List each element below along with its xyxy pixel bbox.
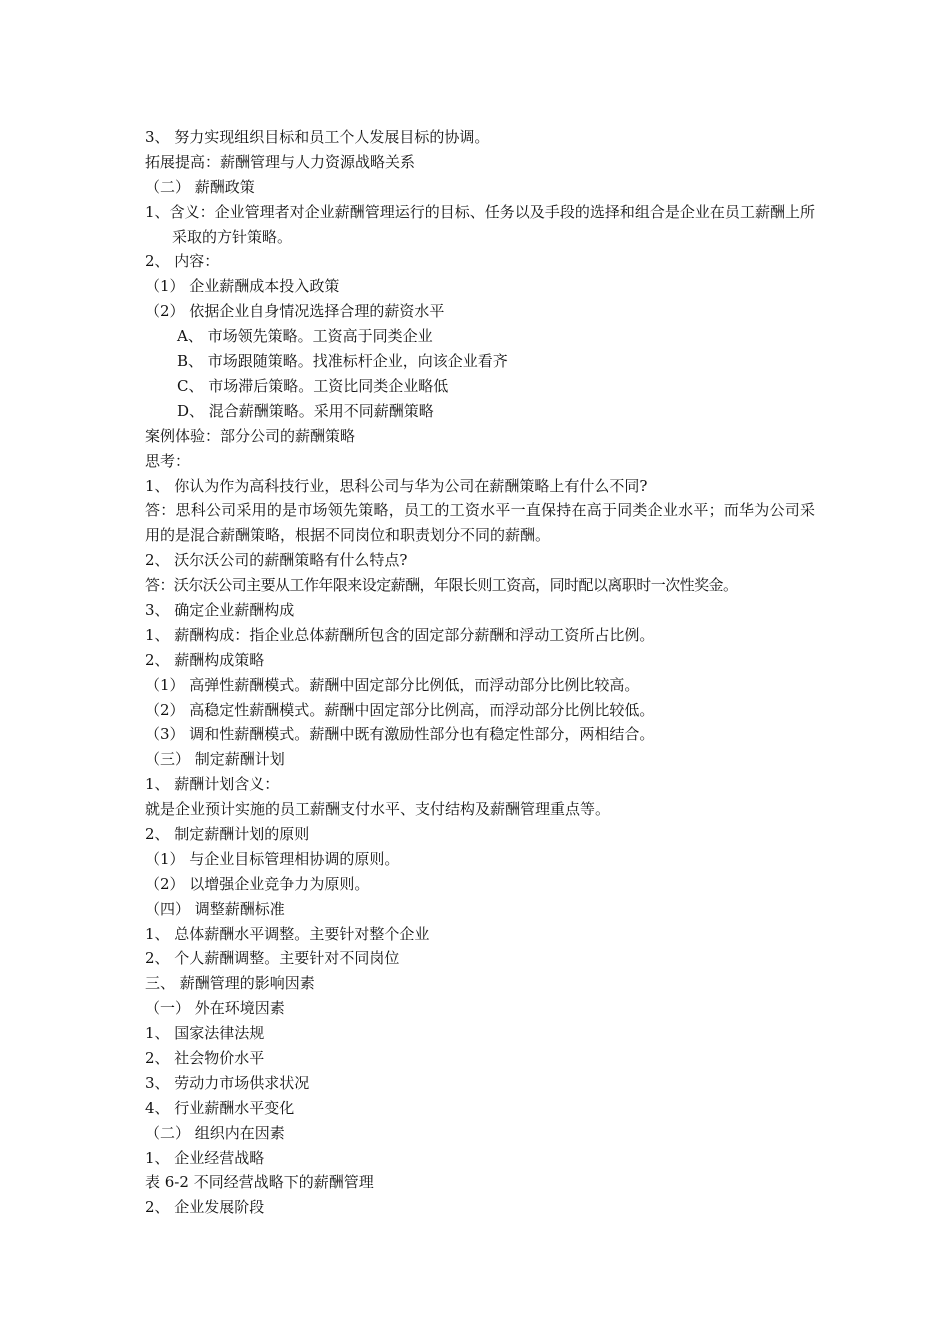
section-heading: （二） 组织内在因素 <box>145 1123 285 1142</box>
list-item: C、 市场滞后策略。工资比同类企业略低 <box>177 376 449 395</box>
section-heading: （一） 外在环境因素 <box>145 999 285 1018</box>
chapter-heading: 三、 薪酬管理的影响因素 <box>145 974 315 993</box>
text-line: （3） 调和性薪酬模式。薪酬中既有激励性部分也有稳定性部分，两相结合。 <box>145 725 655 744</box>
list-item: D、 混合薪酬策略。采用不同薪酬策略 <box>177 401 434 420</box>
text-line: （1） 企业薪酬成本投入政策 <box>145 277 340 296</box>
text-line: 1、 国家法律法规 <box>145 1024 265 1043</box>
text-line: 3、 确定企业薪酬构成 <box>145 600 295 619</box>
text-paragraph: 1、含义：企业管理者对企业薪酬管理运行的目标、任务以及手段的选择和组合是企业在员工薪酬上所采取的方针策略。 <box>145 202 815 246</box>
text-line: （2） 以增强企业竞争力为原则。 <box>145 874 370 893</box>
text-line: （1） 高弹性薪酬模式。薪酬中固定部分比例低，而浮动部分比例比较高。 <box>145 675 640 694</box>
section-heading: （三） 制定薪酬计划 <box>145 750 285 769</box>
text-line: 就是企业预计实施的员工薪酬支付水平、支付结构及薪酬管理重点等。 <box>145 800 611 819</box>
section-heading: （二） 薪酬政策 <box>145 177 255 196</box>
text-line: 2、 企业发展阶段 <box>145 1198 265 1217</box>
text-line: 思考： <box>145 451 191 470</box>
text-line: 1、 企业经营战略 <box>145 1148 265 1167</box>
text-line: 2、 社会物价水平 <box>145 1049 265 1068</box>
text-line: 3、 努力实现组织目标和员工个人发展目标的协调。 <box>145 128 490 146</box>
text-line: 2、 沃尔沃公司的薪酬策略有什么特点? <box>145 551 408 570</box>
text-line: 3、 劳动力市场供求状况 <box>145 1073 310 1092</box>
text-paragraph: 答：思科公司采用的是市场领先策略，员工的工资水平一直保持在高于同类企业水平；而华为公司采用的是混合薪酬策略，根据不同岗位和职责划分不同的薪酬。 <box>145 501 815 545</box>
text-line: 1、 薪酬构成：指企业总体薪酬所包含的固定部分薪酬和浮动工资所占比例。 <box>145 625 655 644</box>
text-line: 2、 个人薪酬调整。主要针对不同岗位 <box>145 949 400 968</box>
text-line: （2） 高稳定性薪酬模式。薪酬中固定部分比例高，而浮动部分比例比较低。 <box>145 700 655 719</box>
text-line: 案例体验：部分公司的薪酬策略 <box>145 426 356 445</box>
list-item: A、 市场领先策略。工资高于同类企业 <box>177 327 433 346</box>
document-page <box>145 125 815 1220</box>
table-caption: 表 6-2 不同经营战略下的薪酬管理 <box>145 1173 374 1192</box>
text-line: （1） 与企业目标管理相协调的原则。 <box>145 849 400 868</box>
text-line: 2、 制定薪酬计划的原则 <box>145 825 310 843</box>
text-line: 1、 你认为作为高科技行业，思科公司与华为公司在薪酬策略上有什么不同? <box>145 476 648 495</box>
text-line: 1、 薪酬计划含义： <box>145 775 280 794</box>
section-heading: （四） 调整薪酬标准 <box>145 899 285 918</box>
text-line: 4、 行业薪酬水平变化 <box>145 1098 295 1117</box>
text-line: 答：沃尔沃公司主要从工作年限来设定薪酬，年限长则工资高，同时配以离职时一次性奖金。 <box>145 576 738 595</box>
text-line: 拓展提高：薪酬管理与人力资源战略关系 <box>145 152 416 171</box>
text-line: 2、 薪酬构成策略 <box>145 650 265 669</box>
text-line: （2） 依据企业自身情况选择合理的薪资水平 <box>145 302 445 321</box>
text-line: 2、 内容： <box>145 252 220 271</box>
list-item: B、 市场跟随策略。找准标杆企业，向该企业看齐 <box>177 352 508 371</box>
text-line: 1、 总体薪酬水平调整。主要针对整个企业 <box>145 924 430 943</box>
